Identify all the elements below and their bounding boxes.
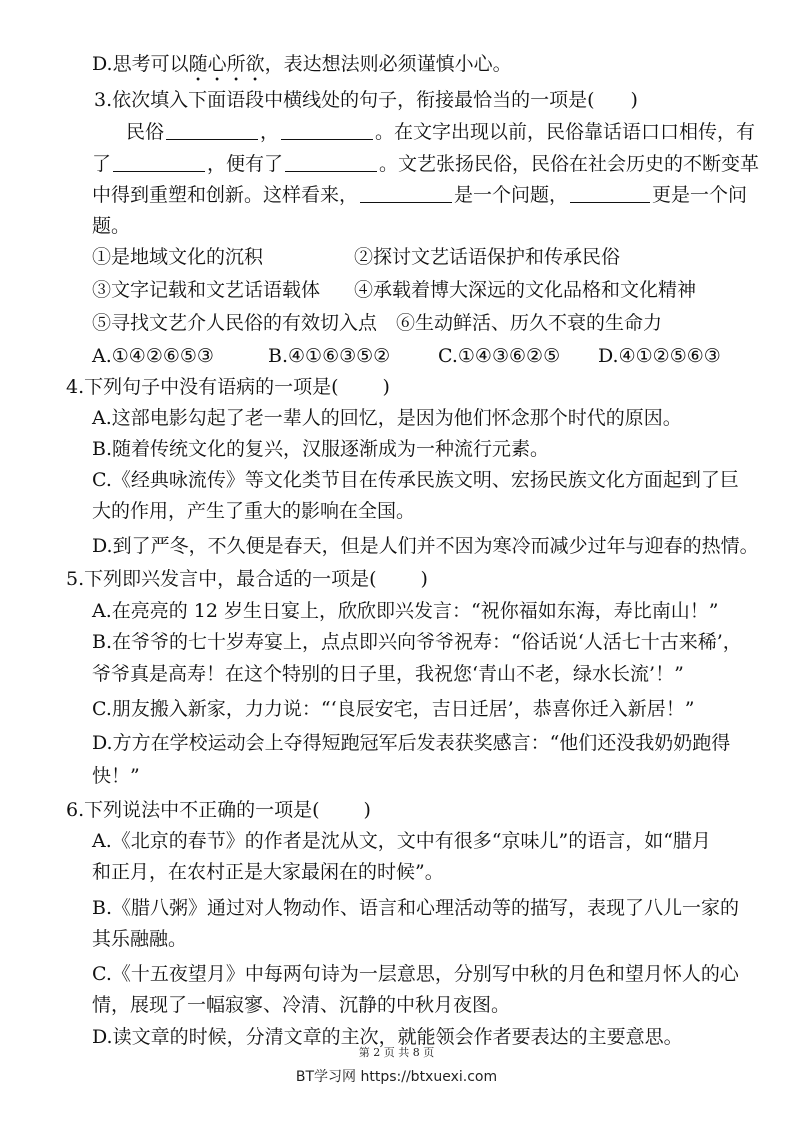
q3-option-1: ①是地域文化的沉积 xyxy=(92,246,264,268)
q6-option-d: D.读文章的时候，分清文章的主次，就能领会作者要表达的主要意思。 xyxy=(92,1026,683,1048)
q4-option-c-line-1: C.《经典咏流传》等文化类节目在传承民族文明、宏扬民族文化方面起到了巨 xyxy=(92,469,739,491)
q3-passage-text: 。文艺张扬民俗，民俗在社会历史的不断变革 xyxy=(379,153,760,175)
paren-close: ) xyxy=(420,568,428,590)
q2-option-d-emphasis: 随心所欲 xyxy=(188,53,265,75)
fill-blank xyxy=(570,182,650,203)
q6-option-a-line-1: A.《北京的春节》的作者是沈从文，文中有很多“京味儿”的语言，如“腊月 xyxy=(92,830,711,852)
q3-choice-b: B.④①⑥③⑤② xyxy=(268,345,391,367)
q3-option-3: ③文字记载和文艺话语载体 xyxy=(92,279,321,301)
q4-stem-text: 4.下列句子中没有语病的一项是( xyxy=(66,376,339,398)
q2-option-d-text-b: ，表达想法则必须谨慎小心。 xyxy=(264,53,512,75)
paren-close: ) xyxy=(630,89,638,111)
q3-passage-text: 了 xyxy=(92,153,112,175)
q3-passage-line-1 xyxy=(126,118,755,146)
q3-option-5: ⑤寻找文艺介人民俗的有效切入点 xyxy=(92,312,378,334)
site-watermark-link[interactable]: BT学习网 https://btxuexi.com xyxy=(295,1069,498,1085)
q3-passage-text: 。在文字出现以前，民俗靠话语口口相传，有 xyxy=(375,121,756,143)
q3-passage-text: ， xyxy=(260,121,280,143)
q3-passage-line-2 xyxy=(92,150,759,178)
q6-stem xyxy=(66,796,371,824)
q6-option-c-line-2: 情，展现了一幅寂寥、冷清、沉静的中秋月夜图。 xyxy=(92,994,511,1016)
q3-choice-c: C.①④③⑥②⑤ xyxy=(438,345,561,367)
q3-choice-d: D.④①②⑤⑥③ xyxy=(598,345,721,367)
q3-passage-text: 民俗 xyxy=(126,121,165,143)
q5-option-d-line-1: D.方方在学校运动会上夺得短跑冠军后发表获奖感言：“他们还没我奶奶跑得 xyxy=(92,732,731,754)
fill-blank xyxy=(166,119,258,140)
q6-option-b-line-2: 其乐融融。 xyxy=(92,928,188,950)
q6-option-c-line-1: C.《十五夜望月》中每两句诗为一层意思，分别写中秋的月色和望月怀人的心 xyxy=(92,963,739,985)
q5-option-b-line-1: B.在爷爷的七十岁寿宴上，点点即兴向爷爷祝寿：“俗话说‘人活七十古来稀’， xyxy=(92,631,742,653)
q3-choice-a: A.①④②⑥⑤③ xyxy=(92,345,214,367)
paren-close: ) xyxy=(363,799,371,821)
q3-passage-text: 是一个问题， xyxy=(454,184,569,206)
fill-blank xyxy=(113,151,205,172)
q3-passage-text: ，便有了 xyxy=(207,153,284,175)
page-number: 第 2 页 共 8 页 xyxy=(358,1046,435,1059)
q3-passage-line-3 xyxy=(92,181,747,209)
q5-option-b-line-2: 爷爷真是高寿！在这个特别的日子里，我祝您‘青山不老，绿水长流’！” xyxy=(92,663,684,685)
q6-option-b-line-1: B.《腊八粥》通过对人物动作、语言和心理活动等的描写，表现了八儿一家的 xyxy=(92,897,740,919)
q5-stem-text: 5.下列即兴发言中，最合适的一项是( xyxy=(66,568,377,590)
q6-option-a-line-2: 和正月，在农村正是大家最闲在的时候”。 xyxy=(92,861,444,883)
q3-option-2: ②探讨文艺话语保护和传承民俗 xyxy=(354,246,621,268)
q2-option-d-text-a: D.思考可以 xyxy=(92,53,189,75)
q4-option-c-line-2: 大的作用，产生了重大的影响在全国。 xyxy=(92,500,416,522)
q5-option-c: C.朋友搬入新家，力力说：“‘良辰安宅，吉日迁居’，恭喜你迁入新居！” xyxy=(92,698,695,720)
q3-stem xyxy=(94,86,638,114)
q4-stem xyxy=(66,373,390,401)
q5-stem xyxy=(66,565,428,593)
fill-blank xyxy=(285,151,377,172)
q3-passage-text: 更是一个问 xyxy=(652,184,748,206)
q4-option-a: A.这部电影勾起了老一辈人的回忆，是因为他们怀念那个时代的原因。 xyxy=(92,407,682,429)
q3-option-4: ④承载着博大深远的文化品格和文化精神 xyxy=(354,279,697,301)
q3-passage-line-4: 题。 xyxy=(92,215,131,237)
q6-stem-text: 6.下列说法中不正确的一项是( xyxy=(66,799,320,821)
fill-blank xyxy=(360,182,452,203)
q5-option-d-line-2: 快！” xyxy=(92,765,140,787)
q3-option-6: ⑥生动鲜活、历久不衰的生命力 xyxy=(396,312,663,334)
paren-close: ) xyxy=(382,376,390,398)
q4-option-d: D.到了严冬，不久便是春天，但是人们并不因为寒冷而减少过年与迎春的热情。 xyxy=(92,535,759,557)
fill-blank xyxy=(281,119,373,140)
q4-option-b: B.随着传统文化的复兴，汉服逐渐成为一种流行元素。 xyxy=(92,438,550,460)
q5-option-a: A.在亮亮的 12 岁生日宴上，欣欣即兴发言：“祝你福如东海，寿比南山！” xyxy=(92,600,719,622)
q3-passage-text: 中得到重塑和创新。这样看来， xyxy=(92,184,359,206)
q2-option-d xyxy=(92,50,512,86)
q3-stem-text: 3.依次填入下面语段中横线处的句子，衔接最恰当的一项是( xyxy=(94,89,595,111)
